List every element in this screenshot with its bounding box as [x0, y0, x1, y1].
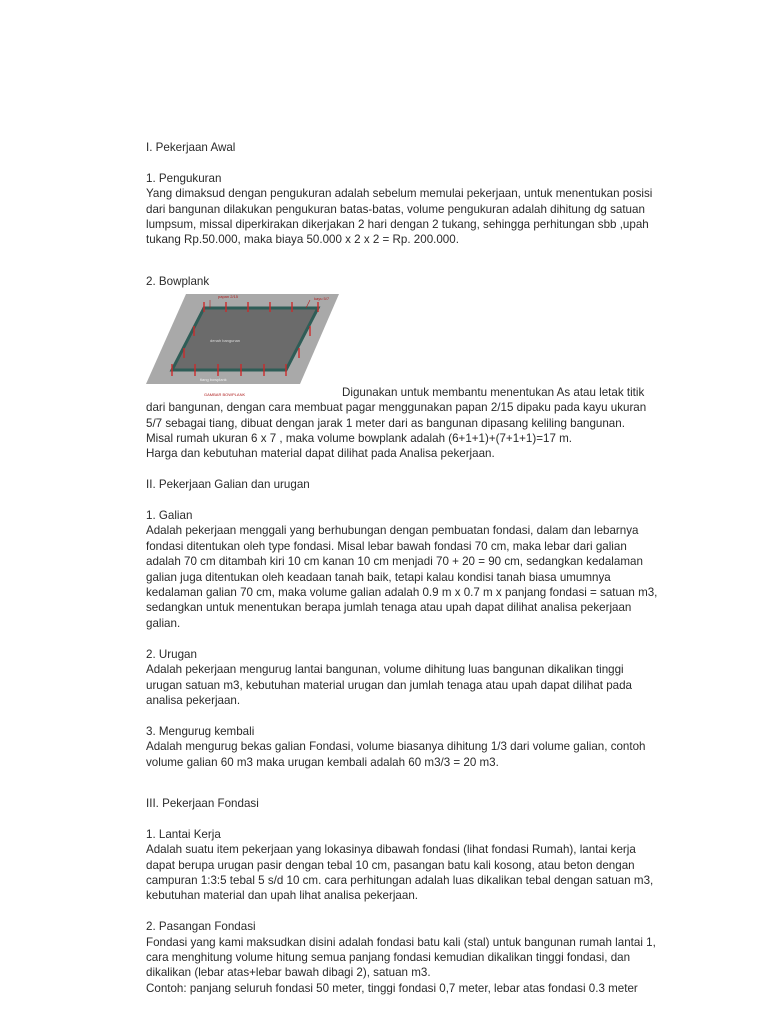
subsection-galian-title: 1. Galian	[146, 509, 193, 523]
paragraph-line: kedalaman galian 70 cm, maka volume galian adalah 0.9 m x 0.7 m x panjang fondasi = satuan m3,	[146, 586, 658, 600]
paragraph-line: dapat berupa urugan pasir dengan tebal 10 cm, pasangan batu kali kosong, atau beton dengan	[146, 858, 635, 872]
subsection-urugan-title: 2. Urugan	[146, 647, 197, 661]
label-tiang: tiang bowplank	[200, 377, 227, 383]
paragraph-line: galian juga ditentukan oleh keadaan tanah baik, tetapi kalau kondisi tanah biasa umumnya	[146, 570, 611, 584]
paragraph-line: campuran 1:3:5 tebal 5 s/d 10 cm. cara perhitungan adalah luas dikalikan tebal dengan satuan m3,	[146, 873, 654, 887]
paragraph-line: dikalikan (lebar atas+lebar bawah dibagi 2), satuan m3.	[146, 966, 431, 980]
paragraph-line: Adalah mengurug bekas galian Fondasi, volume biasanya dihitung 1/3 dari volume galian, contoh	[146, 740, 646, 754]
bowplank-figure-row	[146, 292, 666, 400]
section-2-title: II. Pekerjaan Galian dan urugan	[146, 478, 310, 492]
paragraph-line: volume galian 60 m3 maka urugan kembali adalah 60 m3/3 = 20 m3.	[146, 755, 499, 769]
label-kayu: kayu 5/7	[314, 296, 330, 302]
paragraph-line: lumpsum, missal diperkirakan dikerjakan 2 hari dengan 2 tukang, sehingga perhitungan sbb ,upah	[146, 218, 649, 232]
paragraph-line: Harga dan kebutuhan material dapat dilihat pada Analisa pekerjaan.	[146, 447, 495, 461]
label-denah: denah bangunan	[210, 338, 241, 344]
subsection-mengurug-title: 3. Mengurug kembali	[146, 724, 255, 738]
subsection-pasangan-fondasi-title: 2. Pasangan Fondasi	[146, 920, 256, 934]
subsection-pengukuran-title: 1. Pengukuran	[146, 171, 222, 185]
paragraph-line: fondasi ditentukan oleh type fondasi. Misal lebar bawah fondasi 70 cm, maka lebar dari galian	[146, 539, 627, 553]
paragraph-line: 5/7 sebagai tiang, dibuat dengan jarak 1 meter dari as bangunan dipasang keliling bangunan.	[146, 416, 625, 430]
section-3-title: III. Pekerjaan Fondasi	[146, 796, 259, 810]
paragraph-line: Fondasi yang kami maksudkan disini adalah fondasi batu kali (stal) untuk bangunan rumah lantai 1,	[146, 935, 656, 949]
bowplank-diagram	[146, 292, 342, 400]
paragraph-line: dari bangunan, dengan cara membuat pagar menggunakan papan 2/15 dipaku pada kayu ukuran	[146, 401, 647, 415]
section-1-title: I. Pekerjaan Awal	[146, 141, 236, 154]
paragraph-line: urugan satuan m3, kebutuhan material urugan dan jumlah tenaga atau upah dapat dilihat pada	[146, 678, 633, 692]
subsection-bowplank-title: 2. Bowplank	[146, 274, 210, 288]
paragraph-line: kebutuhan material dan upah lihat analisa pekerjaan.	[146, 889, 419, 903]
paragraph-line: Yang dimaksud dengan pengukuran adalah sebelum memulai pekerjaan, untuk menentukan posisi	[146, 187, 653, 201]
paragraph-line: adalah 70 cm ditambah kiri 10 cm kanan 10 cm menjadi 70 + 20 = 90 cm, sedangkan kedalaman	[146, 555, 643, 569]
paragraph-line: tukang Rp.50.000, maka biaya 50.000 x 2 x 2 = Rp. 200.000.	[146, 233, 459, 247]
document-page	[146, 140, 666, 996]
paragraph-line: Adalah suatu item pekerjaan yang lokasinya dibawah fondasi (lihat fondasi Rumah), lantai kerja	[146, 843, 636, 857]
paragraph-line: cara menghitung volume hitung semua panjang fondasi kemudian dikalikan tinggi fondasi, dan	[146, 950, 631, 964]
paragraph-line: galian.	[146, 616, 181, 630]
paragraph-line: dari bangunan dilakukan pengukuran batas-batas, volume pengukuran adalah dihitung dg satuan	[146, 202, 645, 216]
paragraph-line: Misal rumah ukuran 6 x 7 , maka volume bowplank adalah (6+1+1)+(7+1+1)=17 m.	[146, 432, 572, 446]
paragraph-line: Adalah pekerjaan menggali yang berhubungan dengan pembuatan fondasi, dalam dan lebarnya	[146, 524, 639, 538]
paragraph-line: sedangkan untuk menentukan berapa jumlah tenaga atau upah dapat dilihat analisa pekerjaan	[146, 601, 632, 615]
paragraph-line: Contoh: panjang seluruh fondasi 50 meter, tinggi fondasi 0,7 meter, lebar atas fondasi 0.3 meter	[146, 981, 638, 995]
paragraph-line: Adalah pekerjaan mengurug lantai bangunan, volume dihitung luas bangunan dikalikan tinggi	[146, 663, 624, 677]
bowplank-caption: Digunakan untuk membantu menentukan As atau letak titik	[342, 385, 645, 399]
paragraph-line: analisa pekerjaan.	[146, 693, 241, 707]
subsection-lantai-kerja-title: 1. Lantai Kerja	[146, 827, 221, 841]
figure-caption-label: GAMBAR BOWPLANK	[204, 392, 246, 398]
label-papan: papan 2/15	[218, 294, 239, 300]
